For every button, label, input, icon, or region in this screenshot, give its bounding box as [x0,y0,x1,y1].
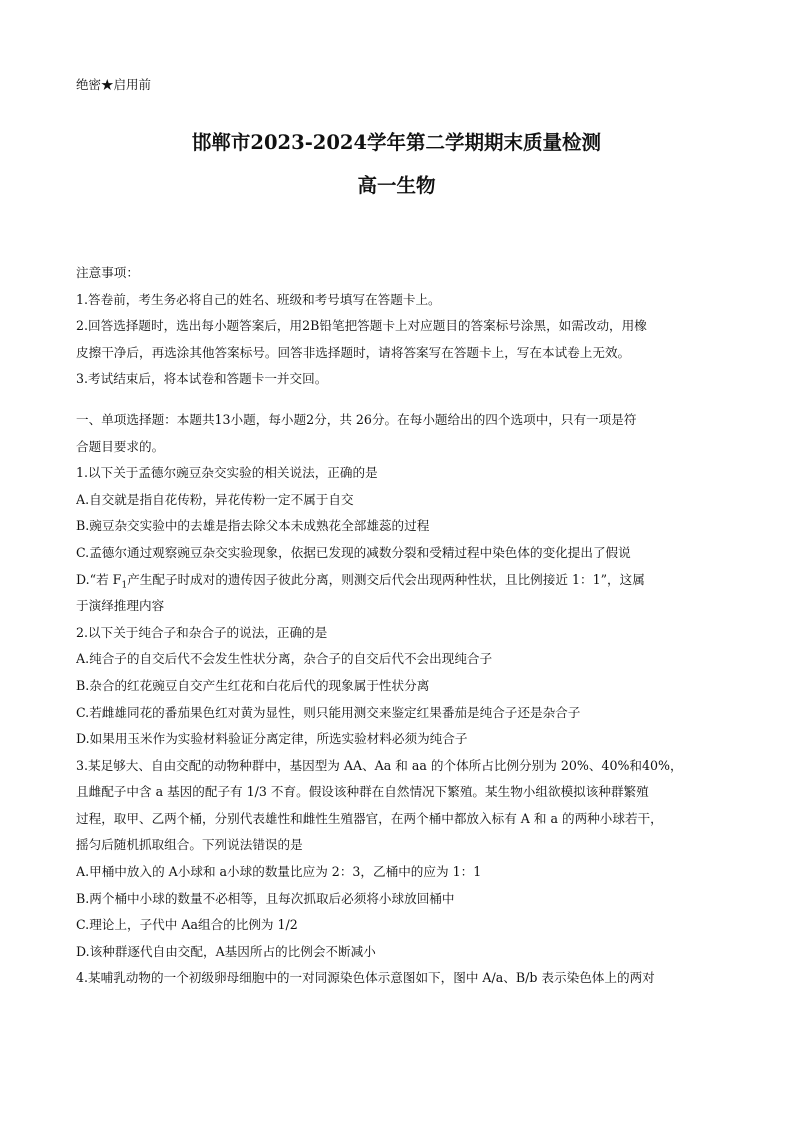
question-stem: 过程，取甲、乙两个桶，分别代表雄性和雌性生殖器官，在两个桶中都放入标有 A 和 a 的两种小球若干， [76,810,663,826]
section-intro: 合题目要求的。 [76,438,165,454]
option-d: D.如果用玉米作为实验材料验证分离定律，所选实验材料必须为纯合子 [76,731,468,747]
option-b: B.杂合的红花豌豆自交产生红花和白花后代的现象属于性状分离 [76,677,430,693]
option-b: B.豌豆杂交实验中的去雄是指去除父本未成熟花全部雄蕊的过程 [76,518,430,534]
notice-heading: 注意事项： [76,265,139,280]
option-a: A.甲桶中放入的 A小球和 a小球的数量比应为 2：3，乙桶中的应为 1：1 [76,864,482,880]
question-stem: 且雌配子中含 a 基因的配子有 1/3 不育。假设该种群在自然情况下繁殖。某生物小组欲模拟该种群繁殖 [76,784,649,800]
option-d [76,567,726,594]
question-stem: 1.以下关于孟德尔豌豆杂交实验的相关说法，正确的是 [76,465,378,481]
exam-body [76,260,726,992]
notice-item: 皮擦干净后，再选涂其他答案标号。回答非选择题时，请将答案写在答题卡上，写在本试卷上无效。 [76,344,631,360]
subject-title: 高一生物 [357,174,436,197]
notice-item: 1.答卷前，考生务必将自己的姓名、班级和考号填写在答题卡上。 [76,291,441,307]
subscript: 1 [121,580,128,591]
option-a: A.纯合子的自交后代不会发生性状分离，杂合子的自交后代不会出现纯合子 [76,651,493,667]
question-stem: 2.以下关于纯合子和杂合子的说法，正确的是 [76,624,328,640]
section-spacer [76,393,726,407]
confidential-label: 绝密★启用前 [76,77,152,92]
option-a: A.自交就是指自花传粉，异花传粉一定不属于自交 [76,491,354,507]
option-d-continued: 于演绎推理内容 [76,598,165,614]
section-intro: 一、单项选择题：本题共13小题，每小题2分，共 26分。在每小题给出的四个选项中，只有一项是符 [76,411,637,427]
question-stem: 4.某哺乳动物的一个初级卵母细胞中的一对同源染色体示意图如下，图中 A/a、B/b 表示染色体上的两对 [76,970,655,986]
notice-item: 2.回答选择题时，选出每小题答案后，用2B铅笔把答题卡上对应题目的答案标号涂黑，如需改动，用橡 [76,318,647,334]
option-d: D.该种群逐代自由交配，A基因所占的比例会不断减小 [76,943,376,959]
option-d-prefix: D.“若 F [76,571,122,587]
notice-item: 3.考试结束后，将本试卷和答题卡一并交回。 [76,371,328,387]
question-stem: 摇匀后随机抓取组合。下列说法错误的是 [76,837,303,853]
option-d-text: 产生配子时成对的遗传因子彼此分离，则测交后代会出现两种性状，且比例接近 1：1”，这属 [127,571,645,587]
option-c: C.孟德尔通过观察豌豆杂交实验现象，依据已发现的减数分裂和受精过程中染色体的变化提出了假说 [76,544,631,560]
option-c: C.理论上，子代中 Aa组合的比例为 1/2 [76,917,298,933]
exam-title: 邯郸市2023-2024学年第二学期期末质量检测 [191,131,602,154]
option-b: B.两个桶中小球的数量不必相等，且每次抓取后必须将小球放回桶中 [76,890,455,906]
question-stem: 3.某足够大、自由交配的动物种群中，基因型为 AA、Aa 和 aa 的个体所占比例分别为 20%、40%和40%， [76,757,683,773]
option-c: C.若雌雄同花的番茄果色红对黄为显性，则只能用测交来鉴定红果番茄是纯合子还是杂合子 [76,704,581,720]
